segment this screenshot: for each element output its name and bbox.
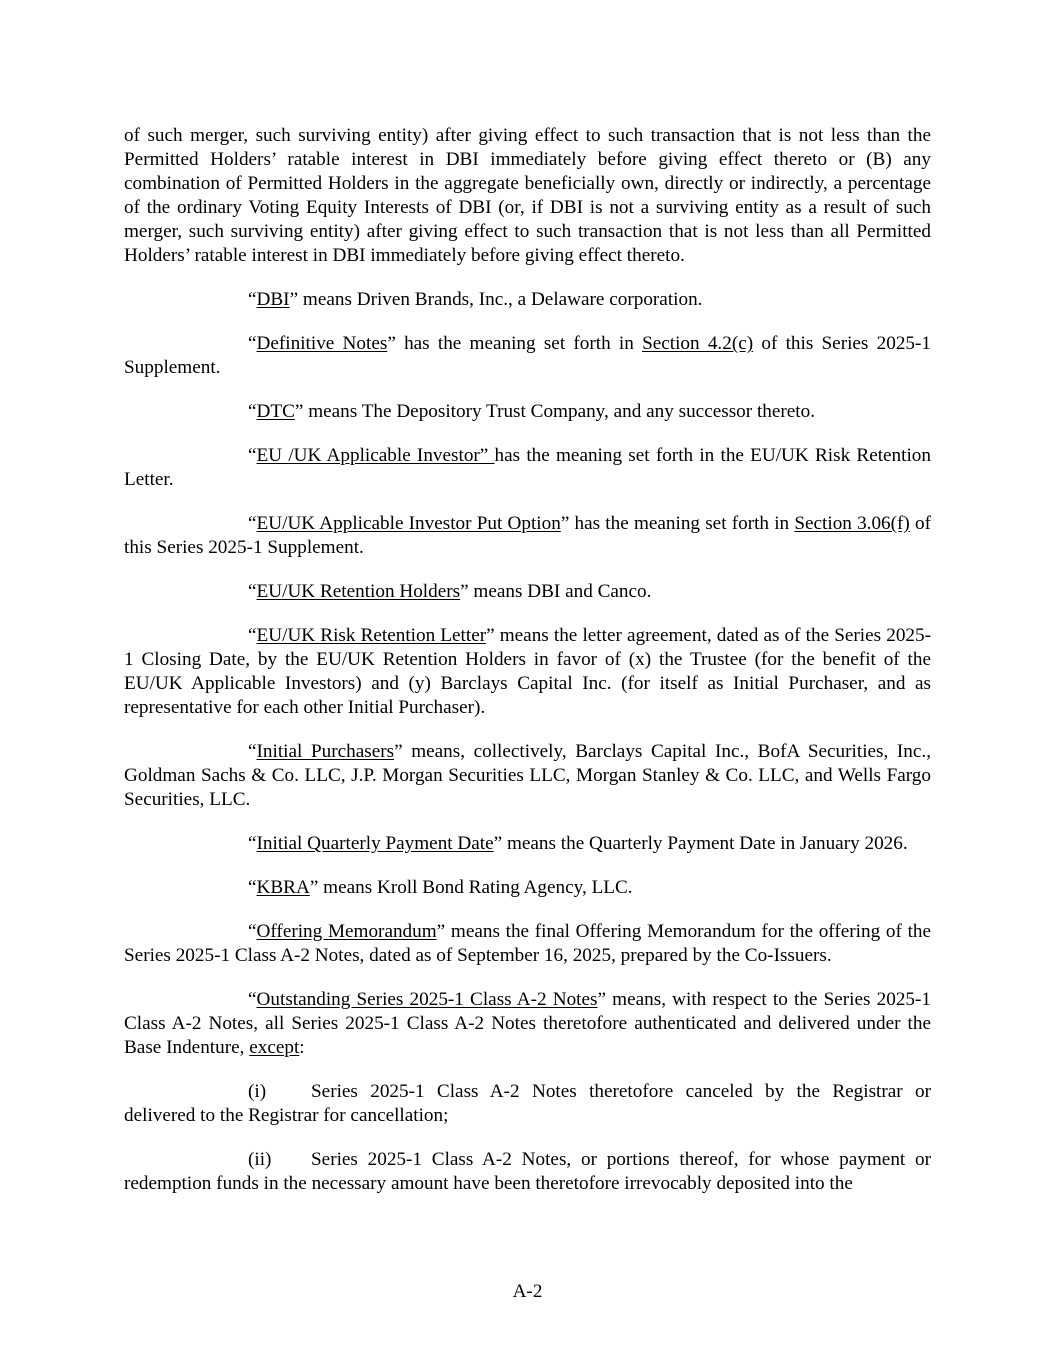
definition-eu-uk-put-option: “EU/UK Applicable Investor Put Option” has the meaning set forth in Section 3.06(f) of this Series 2025-1 Supplement. bbox=[124, 513, 932, 558]
definition-kbra: “KBRA” means Kroll Bond Rating Agency, LLC. bbox=[248, 877, 633, 898]
term-eu-uk-retention-holders: EU/UK Retention Holders bbox=[256, 581, 461, 602]
definition-eu-uk-retention-holders: “EU/UK Retention Holders” means DBI and Canco. bbox=[248, 581, 652, 602]
term-outstanding-notes: Outstanding Series 2025-1 Class A-2 Notes bbox=[256, 989, 598, 1010]
term-definitive-notes: Definitive Notes bbox=[256, 333, 388, 354]
page-number: A-2 bbox=[512, 1281, 543, 1302]
term-initial-purchasers: Initial Purchasers bbox=[256, 741, 395, 762]
term-eu-uk-applicable-investor: EU /UK Applicable Investor” bbox=[256, 445, 495, 466]
definition-eu-uk-applicable-investor: “EU /UK Applicable Investor” has the meaning set forth in the EU/UK Risk Retention Letter. bbox=[124, 445, 931, 490]
definition-definitive-notes: “Definitive Notes” has the meaning set forth in Section 4.2(c) of this Series 2025-1 Supplement. bbox=[124, 333, 931, 378]
section-reference: Section 4.2(c) bbox=[642, 333, 754, 354]
definition-dtc: “DTC” means The Depository Trust Company, and any successor thereto. bbox=[248, 401, 816, 422]
term-eu-uk-put-option: EU/UK Applicable Investor Put Option bbox=[256, 513, 561, 534]
definition-initial-purchasers: “Initial Purchasers” means, collectively, Barclays Capital Inc., BofA Securities, Inc., Goldman Sachs & Co. LLC, J.P. Morgan Securities LLC, Morgan Stanley & Co. LLC, and Wells Fargo Securities, LLC. bbox=[124, 741, 931, 810]
definition-dbi: “DBI” means Driven Brands, Inc., a Delaware corporation. bbox=[248, 289, 703, 310]
term-eu-uk-risk-retention-letter: EU/UK Risk Retention Letter bbox=[256, 625, 487, 646]
list-item-text: Series 2025-1 Class A-2 Notes, or portions thereof, for whose payment or redemption funds in the necessary amount have been theretofore irrevocably deposited into the bbox=[124, 1149, 931, 1194]
list-item bbox=[124, 1080, 931, 1128]
list-item-text: Series 2025-1 Class A-2 Notes theretofore canceled by the Registrar or delivered to the Registrar for cancellation; bbox=[124, 1081, 931, 1126]
list-item-number: (ii) bbox=[248, 1149, 272, 1170]
definition-outstanding-notes: “Outstanding Series 2025-1 Class A-2 Notes” means, with respect to the Series 2025-1 Class A-2 Notes, all Series 2025-1 Class A-2 Notes theretofore authenticated and delivered under the Base Indenture, except: bbox=[124, 989, 931, 1058]
list-item-number: (i) bbox=[248, 1081, 267, 1102]
definition-offering-memorandum: “Offering Memorandum” means the final Offering Memorandum for the offering of the Series 2025-1 Class A-2 Notes, dated as of September 16, 2025, prepared by the Co-Issuers. bbox=[124, 921, 932, 966]
document-body bbox=[124, 124, 931, 1216]
term-offering-memorandum: Offering Memorandum bbox=[256, 921, 437, 942]
definition-eu-uk-risk-retention-letter: “EU/UK Risk Retention Letter” means the letter agreement, dated as of the Series 2025-1 Closing Date, by the EU/UK Retention Holders in favor of (x) the Trustee (for the benefit of the EU/UK Applicable Investors) and (y) Barclays Capital Inc. (for itself as Initial Purchaser, and as representative for each other Initial Purchaser). bbox=[124, 625, 931, 718]
intro-paragraph: of such merger, such surviving entity) after giving effect to such transaction that is not less than the Permitted Holders’ ratable interest in DBI immediately before giving effect thereto or (B) any combination of Permitted Holders in the aggregate beneficially own, directly or indirectly, a percentage of the ordinary Voting Equity Interests of DBI (or, if DBI is not a surviving entity as a result of such merger, such surviving entity) after giving effect to such transaction that is not less than all Permitted Holders’ ratable interest in DBI immediately before giving effect thereto. bbox=[124, 125, 931, 266]
term-initial-quarterly-payment-date: Initial Quarterly Payment Date bbox=[256, 833, 494, 854]
except-reference: except bbox=[249, 1037, 300, 1058]
definition-initial-quarterly-payment-date: “Initial Quarterly Payment Date” means the Quarterly Payment Date in January 2026. bbox=[248, 833, 908, 854]
term-dtc: DTC bbox=[256, 401, 295, 422]
section-reference: Section 3.06(f) bbox=[794, 513, 910, 534]
term-dbi: DBI bbox=[256, 289, 290, 310]
list-item bbox=[124, 1148, 931, 1196]
term-kbra: KBRA bbox=[256, 877, 310, 898]
